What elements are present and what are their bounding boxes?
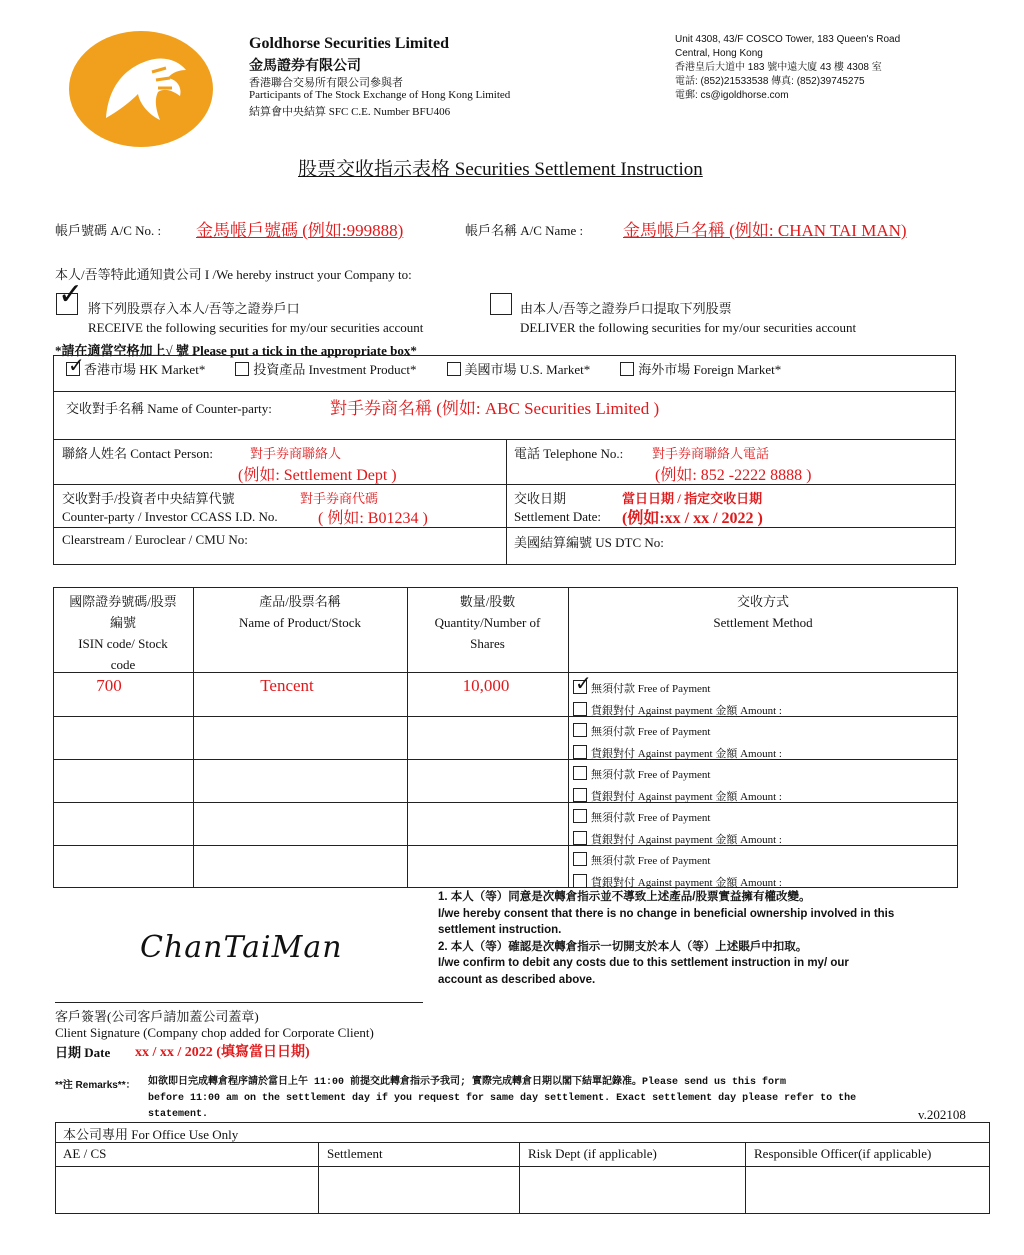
office-col-settlement: Settlement	[327, 1146, 383, 1161]
ccass-value-1: 對手券商代碼	[300, 491, 379, 506]
receive-en: RECEIVE the following securities for my/our securities account	[88, 320, 424, 335]
market-options	[66, 353, 782, 378]
deliver-en: DELIVER the following securities for my/our securities account	[520, 320, 857, 335]
signature-label-zh: 客戶簽署(公司客戶請加蓋公司蓋章)	[55, 1009, 259, 1024]
date-label: 日期 Date	[55, 1045, 111, 1060]
participant-zh: 香港聯合交易所有限公司參與者	[249, 77, 403, 89]
method-free-1[interactable]: ✓ 無須付款 Free of Payment	[575, 671, 711, 695]
method-free-3[interactable]: 無須付款 Free of Payment	[573, 765, 782, 787]
office-col-risk: Risk Dept (if applicable)	[528, 1146, 657, 1161]
contact-value-1: 對手券商聯絡人	[250, 446, 342, 461]
signature-label-en: Client Signature (Company chop added for Corporate Client)	[55, 1025, 374, 1040]
row1-code: 700	[96, 676, 122, 695]
office-col-ae: AE / CS	[63, 1146, 107, 1161]
phone-fax: 電話: (852)21533538 傳真: (852)39745275	[675, 76, 865, 87]
method-free-2[interactable]: 無須付款 Free of Payment	[573, 722, 782, 744]
date-value: xx / xx / 2022 (填寫當日日期)	[135, 1045, 310, 1060]
remarks-label: **注 Remarks**：	[55, 1080, 136, 1091]
method-against-1[interactable]: 貨銀對付 Against payment 金額 Amount :	[573, 701, 782, 723]
phone-value-2: (例如: 852 -2222 8888 )	[655, 467, 812, 484]
receive-checkbox[interactable]: ✓	[56, 293, 78, 315]
market-foreign[interactable]: 海外市場 Foreign Market*	[620, 359, 781, 378]
market-investment-product[interactable]: 投資產品 Investment Product*	[235, 359, 416, 378]
method-free-5[interactable]: 無須付款 Free of Payment	[573, 851, 782, 873]
instruct-text: 本人/吾等特此通知貴公司 I /We hereby instruct your Company to:	[55, 267, 412, 282]
method-column	[573, 671, 782, 894]
ac-name-label: 帳戶名稱 A/C Name :	[465, 223, 584, 238]
company-name-zh: 金馬證券有限公司	[249, 59, 361, 74]
receive-zh: 將下列股票存入本人/吾等之證券戶口	[88, 301, 300, 316]
method-free-4[interactable]: 無須付款 Free of Payment	[573, 808, 782, 830]
date-label-2: Settlement Date:	[514, 509, 602, 524]
remarks-text: 如欲即日完成轉倉程序請於當日上午 11:00 前提交此轉倉指示予我司; 實際完成轉倉日期以閣下結單記錄准。Please send us this form before 11:00 am on the settlement day if you request for same day settlement. Exact settlement day please refer to the statement.	[148, 1077, 857, 1120]
market-hk[interactable]: ✓ 香港市場 HK Market*	[68, 353, 206, 377]
method-against-4[interactable]: 貨銀對付 Against payment 金額 Amount :	[573, 830, 782, 852]
company-name-en: Goldhorse Securities Limited	[249, 35, 449, 52]
form-title: 股票交收指示表格 Securities Settlement Instruction	[298, 159, 703, 180]
method-against-5[interactable]: 貨銀對付 Against payment 金額 Amount :	[573, 873, 782, 895]
address-zh: 香港皇后大道中 183 號中遠大廈 43 樓 4308 室	[675, 62, 882, 73]
ac-name-value: 金馬帳戶名稱 (例如: CHAN TAI MAN)	[623, 221, 907, 240]
counterparty-name-value: 對手券商名稱 (例如: ABC Securities Limited )	[330, 399, 660, 418]
version: v.202108	[918, 1107, 966, 1122]
date-value-1: 當日日期 / 指定交收日期	[622, 491, 763, 506]
header-product: 產品/股票名稱 Name of Product/Stock	[238, 594, 362, 630]
method-against-2[interactable]: 貨銀對付 Against payment 金額 Amount :	[573, 744, 782, 766]
dtc-label: 美國結算編號 US DTC No:	[514, 535, 664, 550]
tick-note: *請在適當空格加上√ 號 Please put a tick in the appropriate box*	[55, 343, 417, 358]
market-us[interactable]: 美國市場 U.S. Market*	[447, 359, 591, 378]
row1-name: Tencent	[260, 676, 314, 695]
address-line-1: Unit 4308, 43/F COSCO Tower, 183 Queen's Road	[675, 34, 901, 45]
address-line-2: Central, Hong Kong	[675, 48, 763, 59]
office-use-title: 本公司專用 For Office Use Only	[63, 1127, 239, 1142]
clearstream-label: Clearstream / Euroclear / CMU No:	[62, 532, 248, 547]
ac-no-label: 帳戶號碼 A/C No. :	[55, 223, 162, 238]
consent-block: 1. 本人（等）同意是次轉倉指示並不導致上述產品/股票實益擁有權改變。 I/we hereby consent that there is no change in beneficial ownership involved in this settlement instruction. 2. 本人（等）確認是次轉倉指示一切開支於本人（等）上述賬戶中扣取。 I/we confirm to debit any costs due to this settlement instruction in my/ our account as described above.	[438, 891, 895, 986]
deliver-checkbox[interactable]	[490, 293, 512, 315]
header-isin: 國際證券號碼/股票 編號 ISIN code/ Stock code	[69, 594, 177, 672]
client-signature: ChanTaiMan	[140, 930, 343, 965]
contact-value-2: (例如: Settlement Dept )	[238, 467, 397, 484]
contact-label: 聯絡人姓名 Contact Person:	[62, 446, 213, 461]
phone-value-1: 對手券商聯絡人電話	[652, 446, 770, 461]
phone-label: 電話 Telephone No.:	[514, 446, 624, 461]
ccass-value-2: ( 例如: B01234 )	[318, 510, 428, 527]
office-col-officer: Responsible Officer(if applicable)	[754, 1146, 932, 1161]
counterparty-name-label: 交收對手名稱 Name of Counter-party:	[66, 401, 272, 416]
deliver-zh: 由本人/吾等之證券戶口提取下列股票	[520, 301, 732, 316]
goldhorse-logo	[68, 30, 214, 148]
ccass-label-1: 交收對手/投資者中央結算代號	[62, 491, 235, 506]
row1-qty: 10,000	[462, 676, 510, 695]
ac-no-value: 金馬帳戶號碼 (例如:999888)	[196, 221, 404, 240]
method-against-3[interactable]: 貨銀對付 Against payment 金額 Amount :	[573, 787, 782, 809]
header-method: 交收方式 Settlement Method	[713, 594, 813, 630]
date-value-2: (例如:xx / xx / 2022 )	[622, 510, 763, 527]
ccass-number: 結算會中央結算 SFC C.E. Number BFU406	[249, 106, 451, 118]
header-quantity: 數量/股數 Quantity/Number of Shares	[434, 594, 541, 651]
date-label-1: 交收日期	[514, 491, 567, 506]
ccass-label-2: Counter-party / Investor CCASS I.D. No.	[62, 509, 278, 524]
email: 電郵: cs@igoldhorse.com	[675, 90, 789, 101]
participant-en: Participants of The Stock Exchange of Hong Kong Limited	[249, 89, 511, 101]
